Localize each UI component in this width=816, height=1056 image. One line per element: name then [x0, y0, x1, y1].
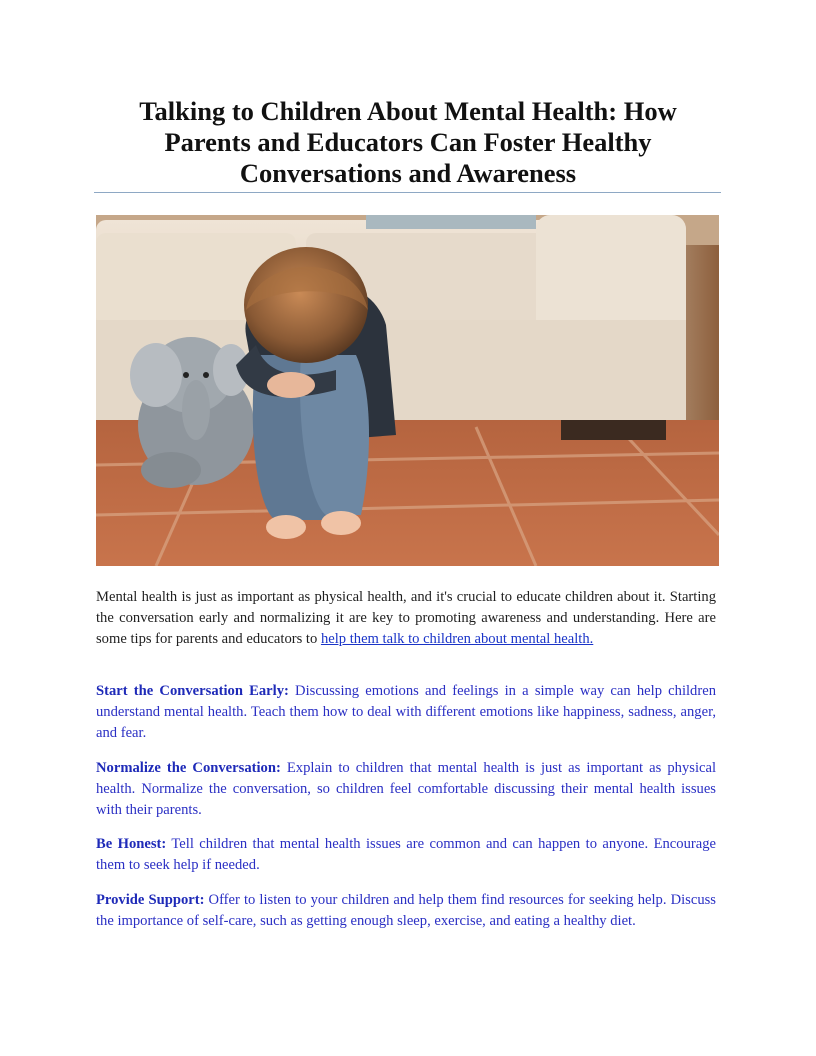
intro-text: Mental health is just as important as physical health, and it's crucial to educate children about it. Starting the conversation early and normalizing it are key to promoting awareness and understanding. Here are some tips for parents and educators to — [96, 589, 716, 647]
tip-text: Explain to children that mental health is just as important as physical health. Normalize the conversation, so children feel comfortable discussing their mental health issues with their parents. — [96, 760, 717, 818]
page-title — [96, 96, 720, 189]
tip-normalize — [96, 758, 716, 821]
title-divider — [94, 192, 721, 193]
tip-text: Discussing emotions and feelings in a simple way can help children understand mental health. Teach them how to deal with different emotions like happiness, sadness, anger, and fear. — [96, 683, 716, 741]
tip-heading: Normalize the Conversation: — [96, 760, 281, 776]
tip-text: Tell children that mental health issues are common and can happen to anyone. Encourage them to seek help if needed. — [96, 836, 716, 873]
title-line-3: Conversations and Awareness — [239, 158, 577, 188]
intro-paragraph — [96, 587, 716, 650]
tip-start-early — [96, 681, 716, 744]
tip-heading: Be Honest: — [96, 836, 167, 852]
tip-heading: Start the Conversation Early: — [96, 683, 289, 699]
tip-provide-support — [96, 890, 716, 932]
hero-photo-sad-child — [96, 215, 719, 566]
title-line-2: Parents and Educators Can Foster Healthy — [164, 127, 652, 157]
title-line-1: Talking to Children About Mental Health: How — [139, 96, 677, 126]
tip-heading: Provide Support: — [96, 892, 205, 908]
tip-text: Offer to listen to your children and help them find resources for seeking help. Discuss the importance of self-care, such as getting enough sleep, exercise, and eating a healthy diet. — [96, 892, 716, 929]
tip-be-honest — [96, 834, 716, 876]
mental-health-link[interactable]: help them talk to children about mental health. — [320, 631, 594, 647]
